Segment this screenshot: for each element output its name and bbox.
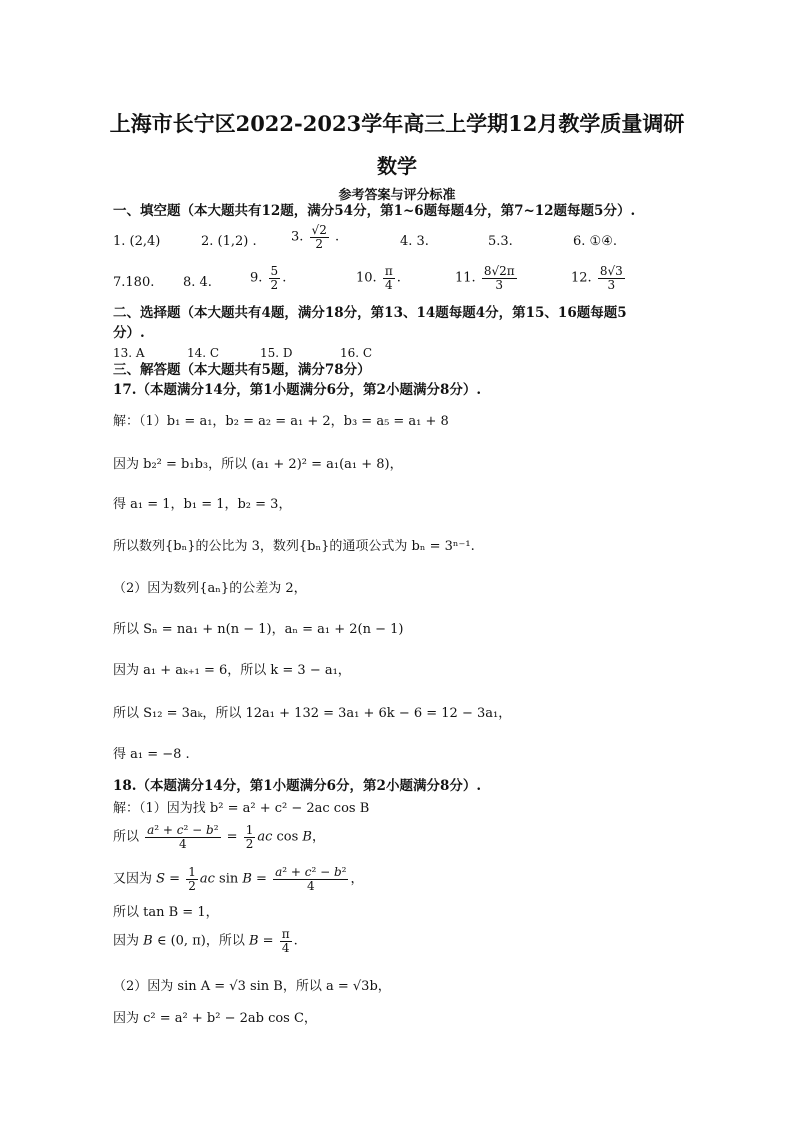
- answer-6: 6. ①④.: [573, 234, 617, 249]
- answer-7: 7.180.: [113, 275, 155, 290]
- answer-2: 2. (1,2) .: [201, 234, 257, 249]
- answer-5: 5.3.: [488, 234, 513, 249]
- q17-line: 因为 a₁ + aₖ₊₁ = 6，所以 k = 3 − a₁，: [113, 663, 351, 678]
- subject-title: 数学: [377, 154, 417, 178]
- choice-answer-16: 16. C: [340, 346, 373, 360]
- answer-1: 1. (2,4): [113, 234, 161, 249]
- answer-4: 4. 3.: [400, 234, 429, 249]
- q17-line: （2）因为数列{aₙ}的公差为 2，: [113, 581, 307, 596]
- q18-line: 又因为 S = $\frac{1}{2}$ ac sin B = $\frac{\text{a² + c² − b²}}{4}$ ，: [113, 865, 364, 893]
- answer-11: 11. $\frac{8√2\pi}{3}$: [455, 264, 515, 292]
- q18-line: 所以 $\frac{\text{a² + c² − b²}}{4}$ = $\frac{1}{2}$ ac cos B，: [113, 823, 325, 851]
- q18-line: 解：（1）因为找 b² = a² + c² − 2ac cos B: [113, 801, 370, 816]
- section2-header-line1: 二、选择题（本大题共有4题，满分18分，第13、14题每题4分，第15、16题每题5: [113, 305, 627, 321]
- q18-line: 因为 c² = a² + b² − 2ab cos C，: [113, 1011, 317, 1026]
- q18-line: 所以 tan B = 1，: [113, 905, 219, 920]
- q17-line: 得 a₁ = 1，b₁ = 1，b₂ = 3，: [113, 497, 292, 512]
- q17-line: 解：（1）b₁ = a₁，b₂ = a₂ = a₁ + 2，b₃ = a₅ = a₁ + 8: [113, 414, 449, 429]
- q17-line: 所以数列{bₙ}的公比为 3，数列{bₙ}的通项公式为 bₙ = 3ⁿ⁻¹.: [113, 539, 475, 554]
- q18-line: （2）因为 sin A = √3 sin B，所以 a = √3b，: [113, 979, 391, 994]
- section2-header-line2: 分）.: [113, 325, 145, 341]
- answer-3: 3. $\frac{√2}{2}$ .: [291, 223, 340, 251]
- answer-9: 9. $\frac{5}{2}$ .: [250, 264, 287, 292]
- q17-header: 17.（本题满分14分，第1小题满分6分，第2小题满分8分）.: [113, 382, 482, 398]
- q17-line: 因为 b₂² = b₁b₃，所以 (a₁ + 2)² = a₁(a₁ + 8)，: [113, 457, 403, 472]
- choice-answer-15: 15. D: [260, 346, 293, 360]
- q17-line: 所以 S₁₂ = 3aₖ，所以 12a₁ + 132 = 3a₁ + 6k − 6 = 12 − 3a₁，: [113, 706, 512, 721]
- answer-12: 12. $\frac{8√3}{3}$: [571, 264, 623, 292]
- q18-line: 因为 B ∈ (0, π)，所以 B = $\frac{\pi}{4}$ .: [113, 927, 298, 955]
- document-title: 上海市长宁区2022-2023学年高三上学期12月教学质量调研: [109, 111, 685, 136]
- answer-10: 10. $\frac{\pi}{4}$ .: [356, 264, 401, 292]
- section1-header: 一、填空题（本大题共有12题，满分54分，第1~6题每题4分，第7~12题每题5分）.: [113, 203, 636, 219]
- answer-8: 8. 4.: [183, 275, 212, 290]
- q18-header: 18.（本题满分14分，第1小题满分6分，第2小题满分8分）.: [113, 778, 482, 794]
- choice-answer-13: 13. A: [113, 346, 145, 360]
- q17-line: 所以 Sₙ = na₁ + n(n − 1)，aₙ = a₁ + 2(n − 1): [113, 622, 404, 637]
- choice-answer-14: 14. C: [187, 346, 220, 360]
- answer-key-title: 参考答案与评分标准: [338, 188, 456, 203]
- section3-header: 三、解答题（本大题共有5题，满分78分）: [113, 362, 371, 378]
- q17-line: 得 a₁ = −8 .: [113, 747, 190, 762]
